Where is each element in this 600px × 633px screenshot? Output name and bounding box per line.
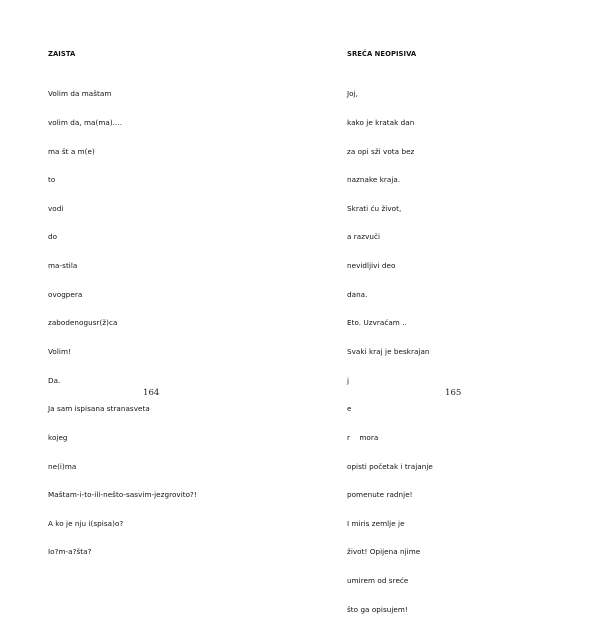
poem-line: A ko je nju i(spisa)o? <box>48 518 124 528</box>
poem-line: zabodenogusr(ž)ca <box>48 318 118 328</box>
poem-line: što ga opisujem! <box>347 604 408 614</box>
poem-title: SREĆA NEOPISIVA <box>347 50 417 59</box>
poem-line: ma št a m(e) <box>48 146 95 156</box>
poem-line: to <box>48 175 56 185</box>
poem-line: I miris zemlje je <box>347 518 405 528</box>
poem-line: a razvuči <box>347 232 381 242</box>
poem-line: umirem od sreće <box>347 576 409 586</box>
poem-line: vodi <box>48 203 64 213</box>
poem-line: do <box>48 232 58 242</box>
poem-line: Svaki kraj je beskrajan <box>347 347 430 356</box>
poem-line: r mora <box>347 432 379 442</box>
poem-line: Joj, <box>347 89 358 99</box>
poem-line: ovogpera <box>48 289 83 299</box>
poem-line: Eto. Uzvraćam .. <box>347 318 407 328</box>
poem-line: kako je kratak dan <box>347 117 415 127</box>
poem-line: Ja sam ispisana stranasveta <box>48 404 150 414</box>
poem-line: život! Opijena njime <box>347 547 421 557</box>
poem-line: opisti početak i trajanje <box>347 461 433 471</box>
left-page <box>0 0 300 557</box>
poem-line: Volim da maštam <box>48 89 112 99</box>
page-number: 165 <box>445 388 462 398</box>
poem-sreca-neopisiva <box>347 31 433 633</box>
poem-line: Skrati ću život, <box>347 203 402 213</box>
poem-line: Da. <box>48 375 61 385</box>
poem-line: dana. <box>347 289 368 299</box>
poem-line: Maštam-i-to-ili-nešto-sasvim-jezgrovito?! <box>48 490 197 500</box>
poem-line: nevidljivi deo <box>347 261 396 271</box>
page-number: 164 <box>143 388 160 398</box>
poem-line: j <box>347 375 350 385</box>
poem-line: e <box>347 404 352 414</box>
right-page <box>300 0 600 614</box>
poem-line: Volim! <box>48 347 71 356</box>
poem-line: kojeg <box>48 432 68 442</box>
poem-line: pomenute radnje! <box>347 490 413 500</box>
poem-line: ne(i)ma <box>48 461 77 471</box>
poem-line: naznake kraja. <box>347 175 401 185</box>
poem-line: volim da, ma(ma).... <box>48 117 123 127</box>
poem-zaista <box>48 31 197 576</box>
poem-line: za opi sži vota bez <box>347 146 415 156</box>
poem-line: Io?m-a?šta? <box>48 547 92 557</box>
poem-title: ZAISTA <box>48 50 76 59</box>
poem-line: ma-stila <box>48 261 78 271</box>
